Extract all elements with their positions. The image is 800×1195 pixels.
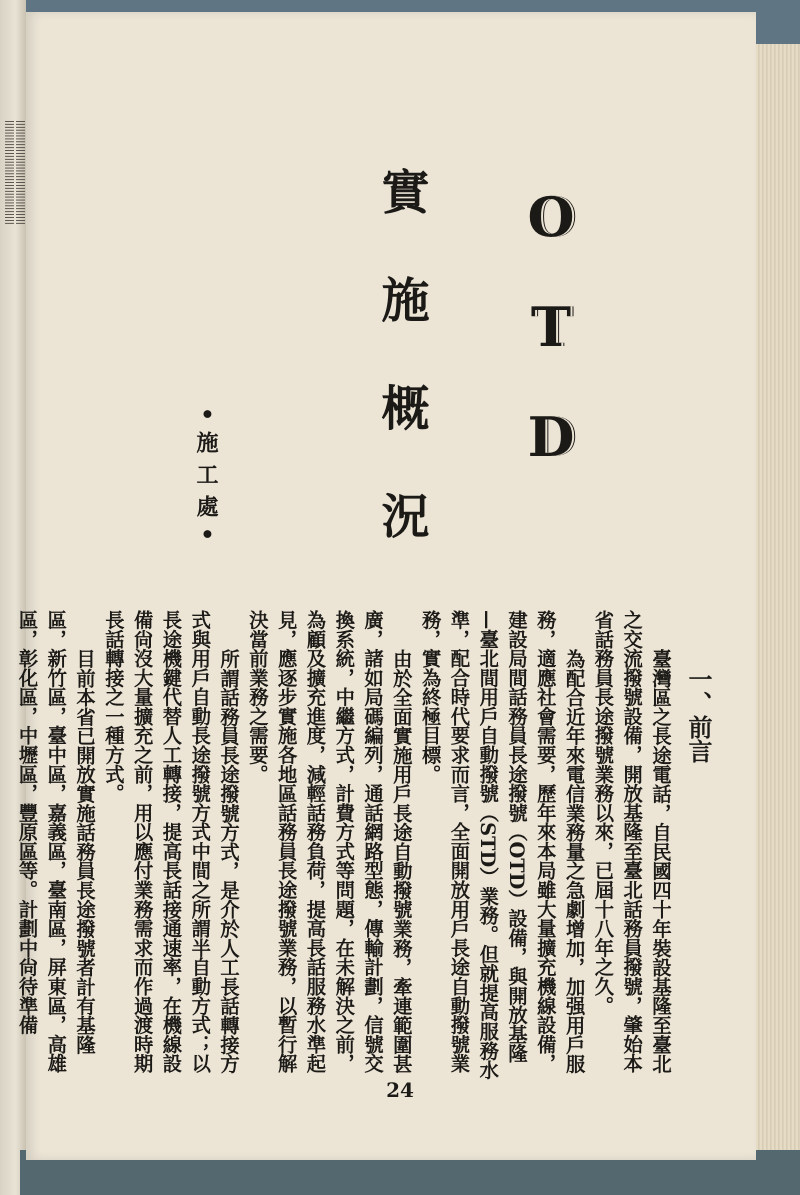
- article-byline: •施工處•: [193, 407, 219, 552]
- previous-page-text-fragment: ∣∣∣∣∣∣∣∣∣∣∣∣∣∣∣∣∣∣∣∣∣∣∣∣∣∣∣∣∣∣∣∣∣∣∣∣: [3, 120, 14, 225]
- previous-page-text-fragment: ∣∣∣∣∣∣∣∣∣∣∣∣∣∣∣∣∣∣∣∣∣∣∣∣∣∣∣∣∣∣∣∣∣∣∣∣: [14, 120, 25, 225]
- body-paragraph: 臺灣區之長途電話，自民國四十年裝設基隆至臺北之交流撥號設備，開放基隆至臺北話務員撥號，肇始本省話務員長途撥號業務以來，已屆十八年之久。: [591, 610, 672, 1073]
- book-page: [15, 12, 756, 1160]
- title-letter-t: T: [530, 295, 572, 359]
- article-title: 實施概況: [373, 167, 429, 599]
- body-paragraph: 為配合近年來電信業務量之急劇增加，加强用戶服務，適應社會需要，歷年來本局雖大量擴充機線設備，建設局間話務員長途撥號（OTD）設備，與開放基隆—臺北間用戶自動撥號（STD）業務。但就提高服務水準，配合時代要求而言，全面開放用戶長途自動撥號業務，實為終極目標。: [418, 610, 586, 1080]
- article-body: [15, 610, 674, 1080]
- section-heading: 一、前言: [684, 667, 713, 763]
- body-paragraph: 由於全面實施用戶長途自動撥號業務，牽連範圍甚廣，諸如局碼編列，通話網路型態，傳輸計劃，信號交換系統，中繼方式，計費方式等問題，在未解決之前，為顧及擴充進度，減輕話務負荷，提高長話服務水準起見，應逐步實施各地區話務員長途撥號業務，以暫行解決當前業務之需要。: [245, 610, 413, 1073]
- article-title-latin: [516, 162, 586, 492]
- book-page-stack: [751, 44, 800, 1154]
- body-paragraph: 目前本省已開放實施話務員長途撥號者計有基隆區，新竹區，臺中區，嘉義區，臺南區，屏東區，高雄區，彰化區，中壢區，豐原區等。計劃中尙待準備: [15, 610, 97, 1073]
- page-number: 24: [386, 1078, 414, 1102]
- title-letter-o: O: [527, 185, 575, 249]
- body-paragraph: 所謂話務員長途撥號方式，是介於人工長話轉接方式與用戶自動長途撥號方式中間之所謂半自動方式；以長途機鍵代替人工轉接，提高長話接通速率，在機線設備尙沒大量擴充之前，用以應付業務需求而作過渡時期長話轉接之一種方式。: [101, 610, 241, 1073]
- title-letter-d: D: [527, 405, 575, 469]
